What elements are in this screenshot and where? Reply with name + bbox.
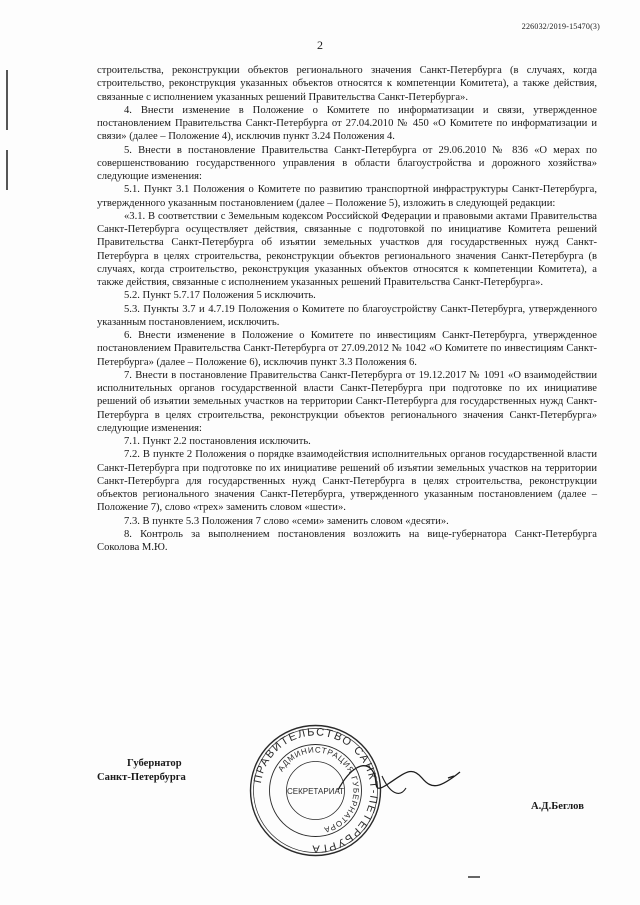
seal-inner-text: АДМИНИСТРАЦИЯ ГУБЕРНАТОРА bbox=[276, 745, 361, 835]
signatory-title-line2: Санкт-Петербурга bbox=[97, 772, 186, 783]
paragraph: 7. Внести в постановление Правительства Санкт-Петербурга от 19.12.2017 № 1091 «О взаимодействии исполнительных органов государственной власти Санкт-Петербурга при подготовке по их инициативе решений об изъятии земельных участков на территории Санкт-Петербурга для государственных нужд Санкт-Петербурга в целях строительства, реконструкции объектов регионального значения Санкт-Петербурга» следующие изменения: bbox=[97, 369, 597, 434]
page-number: 2 bbox=[317, 38, 323, 52]
paragraph: 5.3. Пункты 3.7 и 4.7.19 Положения о Комитете по благоустройству Санкт-Петербурга, утвержденного указанным постановлением, исключить. bbox=[97, 303, 597, 328]
seal-outer-text: ПРАВИТЕЛЬСТВО САНКТ-ПЕТЕРБУРГА bbox=[251, 726, 380, 855]
paragraph: строительства, реконструкции объектов регионального значения Санкт-Петербурга (в случаях, когда строительство, реконструкция указанных объектов относятся к компетенции Комитета), а также действия, связанные с исполнением указанных решений Правительства Санкт-Петербурга». bbox=[97, 65, 597, 103]
paragraph: 5.2. Пункт 5.7.17 Положения 5 исключить. bbox=[124, 290, 316, 302]
seal-center-text: СЕКРЕТАРИАТ bbox=[286, 787, 345, 796]
paragraph: 4. Внести изменение в Положение о Комитете по информатизации и связи, утвержденное постановлением Правительства Санкт-Петербурга от 27.04.2010 № 450 «О Комитете по информатизации и связи» (далее – Положение 4), исключив пункт 3.24 Положения 4. bbox=[97, 104, 597, 143]
paragraph: 7.3. В пункте 5.3 Положения 7 слово «семи» заменить словом «десяти». bbox=[124, 515, 449, 527]
signatory-name: А.Д.Беглов bbox=[531, 801, 584, 812]
paragraph: 8. Контроль за выполнением постановления возложить на вице-губернатора Санкт-Петербурга Соколова М.Ю. bbox=[97, 528, 597, 553]
document-number: 226032/2019-15470(3) bbox=[521, 22, 600, 31]
scan-margin-mark bbox=[6, 70, 8, 130]
scan-margin-mark bbox=[6, 150, 8, 190]
paragraph: 7.1. Пункт 2.2 постановления исключить. bbox=[124, 436, 311, 447]
document-body bbox=[97, 64, 597, 554]
handwritten-signature-icon bbox=[330, 748, 480, 808]
paragraph: 5.1. Пункт 3.1 Положения о Комитете по развитию транспортной инфраструктуры Санкт-Петербурга, утвержденного указанным постановлением (далее – Положение 5), изложить в следующей редакции: bbox=[97, 184, 597, 209]
paragraph: «3.1. В соответствии с Земельным кодексом Российской Федерации и правовыми актами Правительства Санкт-Петербурга осуществляет действия, связанные с подготовкой по инициативе Комитета решений Правительства Санкт-Петербурга об изъятии земельных участков для государственных нужд Санкт-Петербурга в целях строительства, реконструкции объектов регионального значения Санкт-Петербурга (в случаях, когда строительство, реконструкция указанных объектов относятся к компетенции Комитета), а также действия, связанные с исполнением указанных решений Правительства Санкт-Петербурга». bbox=[97, 210, 597, 288]
scan-artifact bbox=[468, 876, 480, 878]
paragraph: 6. Внести изменение в Положение о Комитете по инвестициям Санкт-Петербурга, утвержденное постановлением Правительства Санкт-Петербурга от 27.09.2012 № 1042 «О Комитете по инвестициям Санкт-Петербурга» (далее – Положение 6), исключив пункт 3.3 Положения 6. bbox=[97, 330, 597, 368]
paragraph: 5. Внести в постановление Правительства Санкт-Петербурга от 29.06.2010 № 836 «О мерах по совершенствованию государственного управления в области благоустройства и дорожного хозяйства» следующие изменения: bbox=[97, 144, 597, 182]
signatory-title-line1: Губернатор bbox=[127, 758, 182, 769]
signatory-title bbox=[97, 757, 186, 785]
paragraph: 7.2. В пункте 2 Положения о порядке взаимодействия исполнительных органов государственной власти Санкт-Петербурга при подготовке по их инициативе решений об изъятии земельных участков на территории Санкт-Петербурга для государственных нужд Санкт-Петербурга в целях строительства, реконструкции объектов регионального значения Санкт-Петербурга, утвержденного указанным постановлением (далее – Положение 7), слово «трех» заменить словом «шести». bbox=[97, 449, 597, 514]
